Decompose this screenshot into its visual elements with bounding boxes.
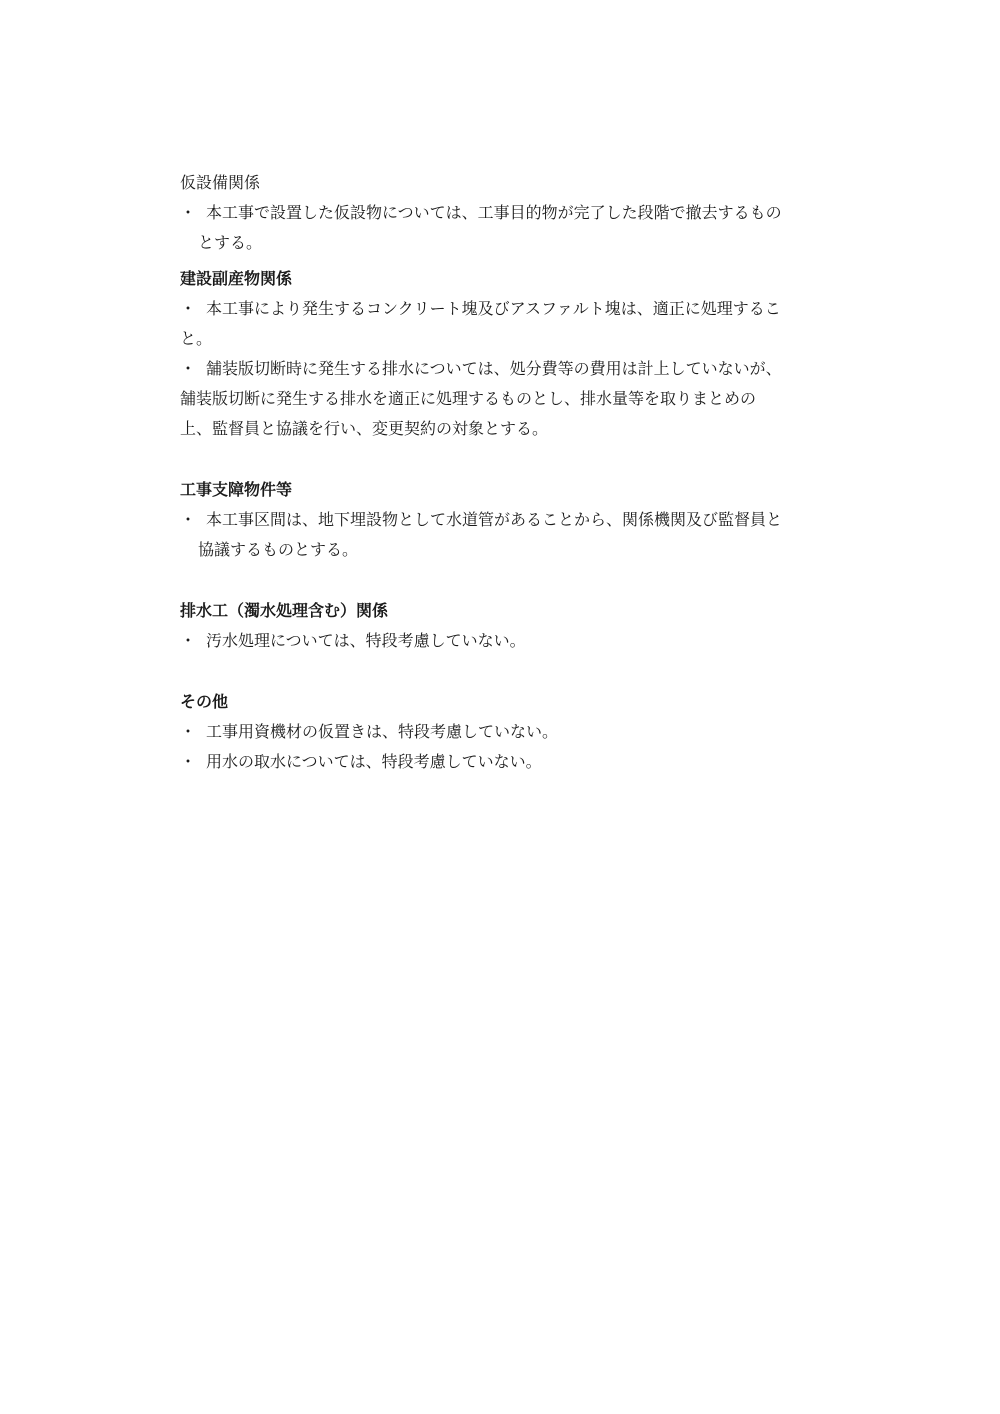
- item-text-line: 協議するものとする。: [198, 540, 359, 559]
- section-heading: その他: [180, 692, 229, 711]
- section-heading: 排水工（濁水処理含む）関係: [180, 601, 389, 620]
- item-text-line: と。: [180, 329, 213, 348]
- item-text-line: 上、監督員と協議を行い、変更契約の対象とする。: [180, 419, 549, 438]
- section-heading: 建設副産物関係: [180, 269, 293, 288]
- list-item: [180, 717, 844, 747]
- list-item: [180, 198, 844, 258]
- section-other: [180, 687, 844, 777]
- section-obstructions: [180, 475, 844, 565]
- bullet-mark: ・: [180, 631, 197, 650]
- item-text-line: とする。: [198, 233, 263, 252]
- item-text-line: 用水の取水については、特段考慮していない。: [206, 752, 542, 771]
- item-text-line: 本工事区間は、地下埋設物として水道管があることから、関係機関及び監督員と: [206, 510, 783, 529]
- section-heading: 仮設備関係: [180, 173, 261, 192]
- document-page: [180, 168, 844, 777]
- item-text-line: 本工事で設置した仮設物については、工事目的物が完了した段階で撤去するもの: [206, 203, 782, 222]
- section-construction-byproducts: [180, 264, 844, 444]
- list-item: [180, 626, 844, 656]
- spacer: [180, 656, 844, 687]
- list-item: [180, 505, 844, 565]
- spacer: [180, 444, 844, 475]
- item-text-line: 本工事により発生するコンクリート塊及びアスファルト塊は、適正に処理するこ: [206, 299, 781, 318]
- item-text-line: 工事用資機材の仮置きは、特段考慮していない。: [206, 722, 559, 741]
- section-temporary-facilities: [180, 168, 844, 258]
- list-item: [180, 747, 844, 777]
- item-text-line: 舗装版切断時に発生する排水については、処分費等の費用は計上していないが、: [206, 359, 782, 378]
- bullet-mark: ・: [180, 359, 197, 378]
- section-drainage: [180, 596, 844, 656]
- item-text-line: 舗装版切断に発生する排水を適正に処理するものとし、排水量等を取りまとめの: [180, 389, 757, 408]
- bullet-mark: ・: [180, 510, 197, 529]
- list-item: [180, 354, 844, 444]
- bullet-mark: ・: [180, 299, 197, 318]
- section-heading: 工事支障物件等: [180, 480, 293, 499]
- spacer: [180, 565, 844, 596]
- bullet-mark: ・: [180, 203, 197, 222]
- bullet-mark: ・: [180, 722, 197, 741]
- item-text-line: 汚水処理については、特段考慮していない。: [206, 631, 526, 650]
- bullet-mark: ・: [180, 752, 197, 771]
- list-item: [180, 294, 844, 354]
